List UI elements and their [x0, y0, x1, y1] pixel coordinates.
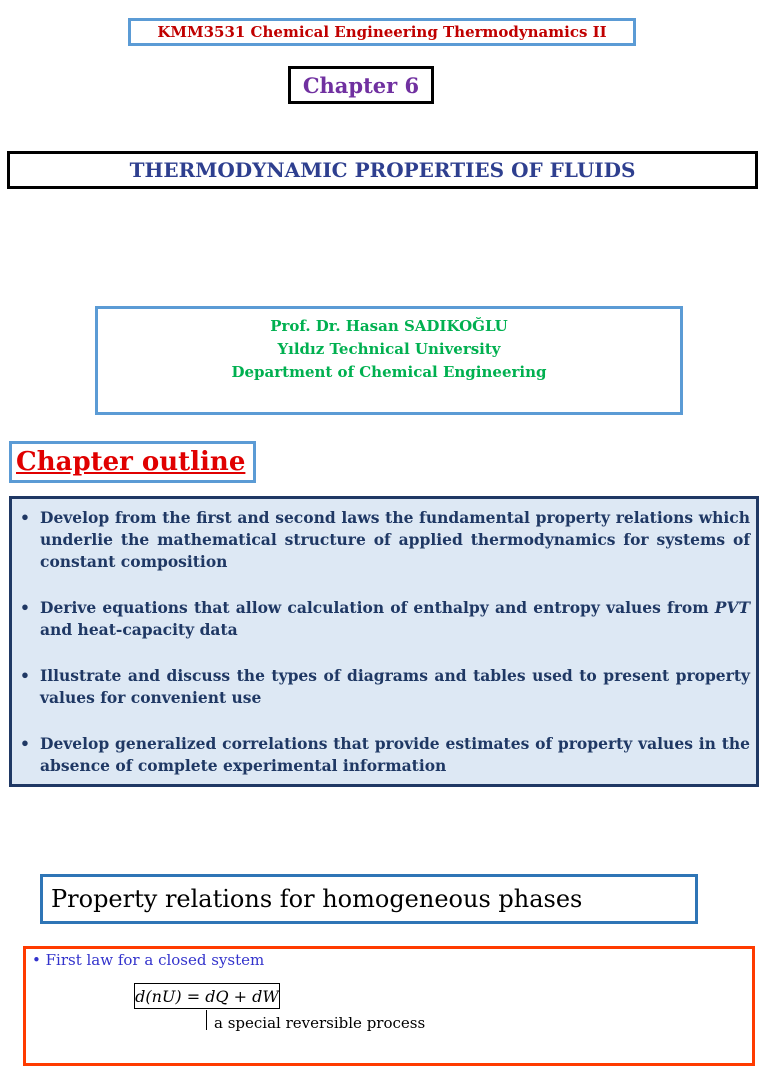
chapter-outline-heading-text: Chapter outline: [16, 447, 246, 477]
list-item: [20, 597, 750, 641]
list-item: [20, 665, 750, 709]
author-name: Prof. Dr. Hasan SADIKOĞLU: [270, 317, 508, 335]
chapter-label-text: Chapter 6: [302, 72, 420, 98]
reversible-process-note: a special reversible process: [214, 1014, 426, 1032]
course-title: [128, 18, 636, 46]
chapter-title-text: THERMODYNAMIC PROPERTIES OF FLUIDS: [129, 158, 636, 182]
author-info: [95, 306, 683, 415]
list-item: [20, 733, 750, 777]
list-item-text: Develop generalized correlations that provide estimates of property values in the absence of complete experimental information: [40, 734, 750, 775]
chapter-outline-heading: [9, 441, 256, 483]
equation-divider-line: [206, 1010, 207, 1030]
author-university: Yıldız Technical University: [277, 340, 501, 358]
first-law-equation: [134, 983, 280, 1009]
list-item-text-emphasis: PVT: [714, 598, 750, 617]
first-law-box: [23, 946, 755, 1066]
list-item-text: [40, 597, 750, 641]
author-department: Department of Chemical Engineering: [231, 363, 547, 381]
bullet-icon: •: [20, 666, 30, 685]
section-heading: [40, 874, 698, 924]
list-item-text-pre: Derive equations that allow calculation of enthalpy and entropy values from: [40, 598, 715, 617]
chapter-outline-list: [9, 496, 759, 787]
course-title-text: KMM3531 Chemical Engineering Thermodynamics II: [157, 23, 607, 41]
bullet-icon: •: [20, 508, 30, 527]
chapter-title: [7, 151, 758, 189]
bullet-icon: •: [20, 598, 30, 617]
list-item: [20, 507, 750, 573]
list-item-text: Illustrate and discuss the types of diagrams and tables used to present property values for convenient use: [40, 666, 750, 707]
first-law-label: • First law for a closed system: [32, 951, 265, 969]
chapter-label: [288, 66, 434, 104]
list-item-text: Develop from the first and second laws the fundamental property relations which underlie the mathematical structure of applied thermodynamics for systems of constant composition: [40, 508, 750, 571]
section-heading-text: Property relations for homogeneous phases: [51, 885, 583, 913]
bullet-icon: •: [20, 734, 30, 753]
list-item-text-post: and heat-capacity data: [40, 620, 238, 639]
first-law-equation-text: d(nU) = dQ + dW: [135, 986, 279, 1006]
